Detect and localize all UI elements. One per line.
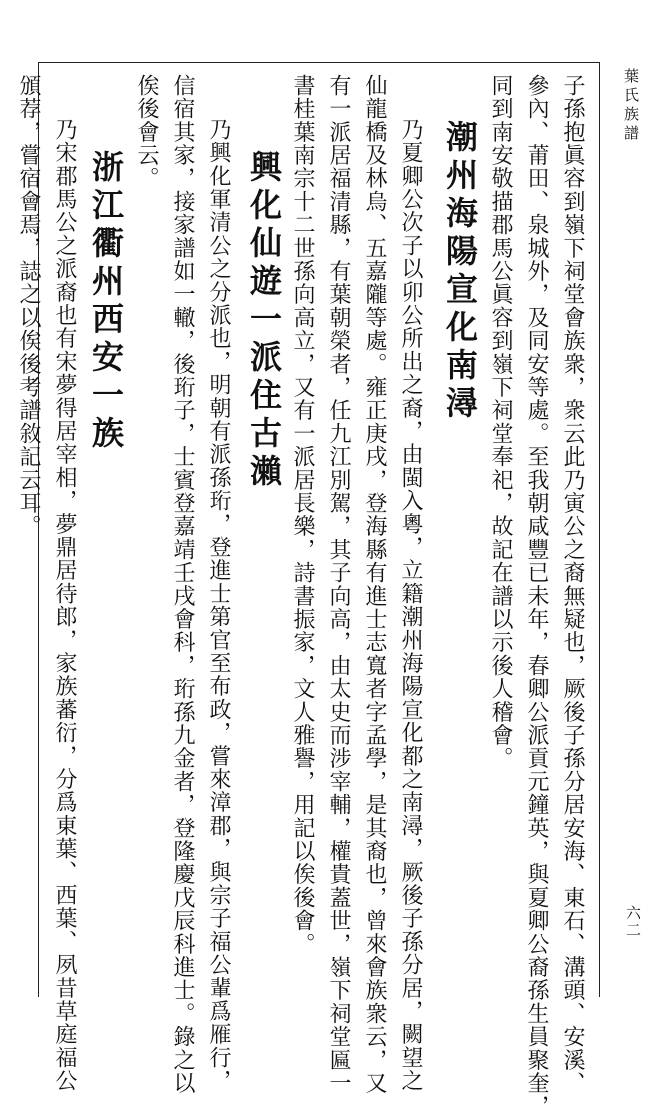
page-number: 六二: [624, 905, 642, 939]
text-column: 有一派居福清縣，有葉朝榮者，任九江別駕，其子向高，由太史而涉宰輔，權貴蓋世，嶺下祠堂匾一: [326, 74, 351, 1095]
text-column: 子孫抱眞容到嶺下祠堂會族衆，衆云此乃寅公之裔無疑也，厥後子孫分居安海、東石、溝頭、安溪、: [560, 74, 585, 1095]
text-column: 信宿其家，接家譜如一轍，後珩子，士賓登嘉靖壬戌會科，珩孫九金者，登隆慶戊辰科進士。錄之以: [170, 74, 195, 1095]
text-column: 俟後會云。: [134, 74, 159, 190]
text-column: 頒荐，嘗宿會焉，誌之以俟後考譜敘記云耳。: [16, 74, 41, 538]
text-column: 乃宋郡馬公之派裔也有宋夢得居宰相，夢鼎居待郎，家族蕃衍，分爲東葉、西葉、夙昔草庭福公: [52, 118, 77, 1093]
text-column: 同到南安敬描郡馬公眞容到嶺下祠堂奉祀，故記在譜以示後人稽會。: [488, 74, 513, 770]
text-column: 仙龍橋及林烏、五嘉隴等處。雍正庚戌，登海縣有進士志寬者字孟學，是其裔也，曾來會族衆云，又: [362, 74, 387, 1095]
section-heading: 浙江衢州西安一族: [87, 150, 125, 454]
section-heading: 潮州海陽宣化南潯: [441, 120, 479, 424]
text-column: 乃夏卿公次子以卯公所出之裔，由閩入粵，立籍潮州海陽宣化都之南潯，厥後子孫分居，闕望之: [398, 118, 423, 1093]
text-column: 參內、莆田、泉城外，及同安等處。至我朝咸豐已未年，春卿公派貢元鐘英，與夏卿公裔孫生員聚奎，: [524, 74, 549, 1118]
running-title: 葉氏族譜: [622, 68, 640, 144]
text-column: 乃興化軍清公之分派也，明朝有派孫珩，登進士第官至布政，嘗來漳郡，與宗子福公輩爲雁行，: [206, 118, 231, 1093]
text-column: 書桂葉南宗十二世孫向高立，又有一派居長樂，詩書振家，文人雅譽，用記以俟後會。: [290, 74, 315, 956]
section-heading: 興化仙遊一派住古瀨: [245, 150, 283, 492]
